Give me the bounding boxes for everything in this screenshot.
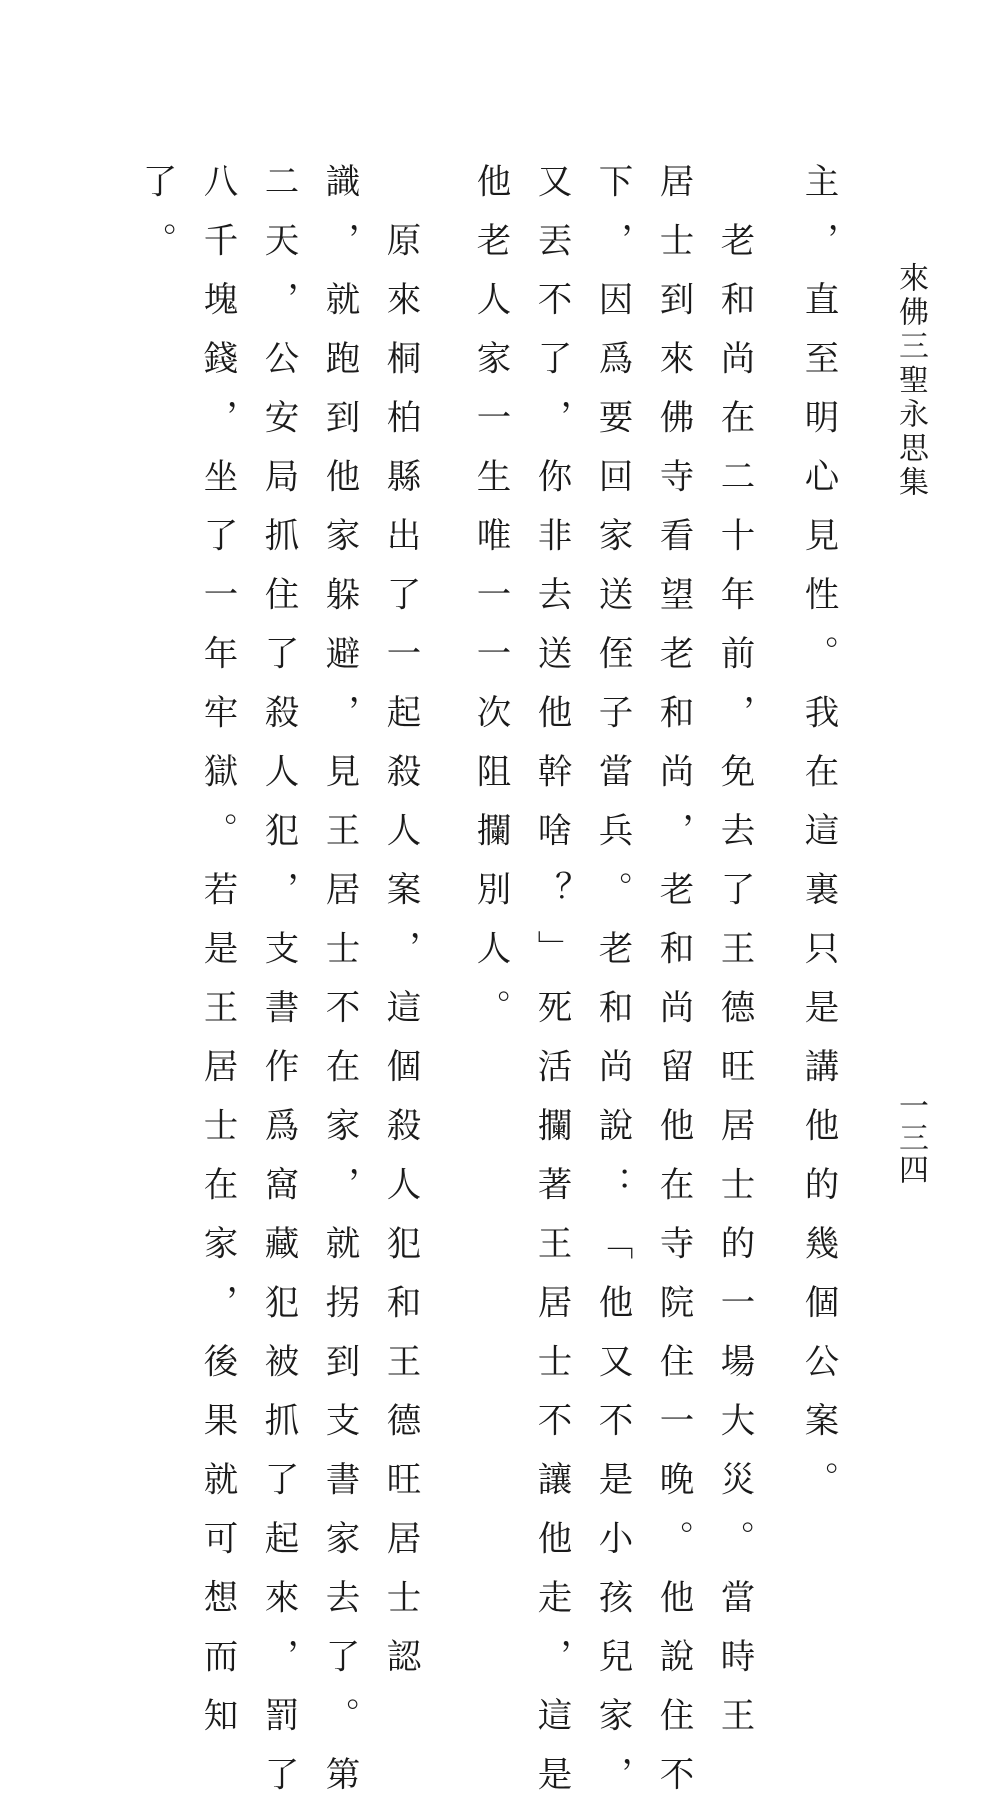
text-column-7: 原來桐柏縣出了一起殺人案，這個殺人犯和王德旺居士認: [380, 163, 420, 1697]
running-header-title: 來佛三聖永思集: [893, 262, 928, 500]
page-number: 一三四: [893, 1090, 928, 1186]
text-column-9: 二天，公安局抓住了殺人犯，支書作爲窩藏犯被抓了起來，罰了: [258, 163, 298, 1815]
text-column-10: 八千塊錢，坐了一年牢獄。若是王居士在家，後果就可想而知: [197, 163, 237, 1756]
text-column-2: 老和尚在二十年前，免去了王德旺居士的一場大災。當時王: [714, 163, 754, 1756]
text-column-8: 識，就跑到他家躲避，見王居士不在家，就拐到支書家去了。第: [319, 163, 359, 1815]
text-column-1: 主，直至明心見性。我在這裏只是講他的幾個公案。: [798, 163, 838, 1520]
text-column-5: 又丟不了，你非去送他幹啥？」死活攔著王居士不讓他走，這是: [531, 163, 571, 1815]
text-column-6: 他老人家一生唯一一次阻攔別人。: [470, 163, 510, 1048]
text-column-11: 了。: [136, 163, 176, 281]
text-column-4: 下，因爲要回家送侄子當兵。老和尚說：「他又不是小孩兒家，: [592, 163, 632, 1815]
text-column-3: 居士到來佛寺看望老和尚，老和尚留他在寺院住一晚。他說住不: [653, 163, 693, 1815]
